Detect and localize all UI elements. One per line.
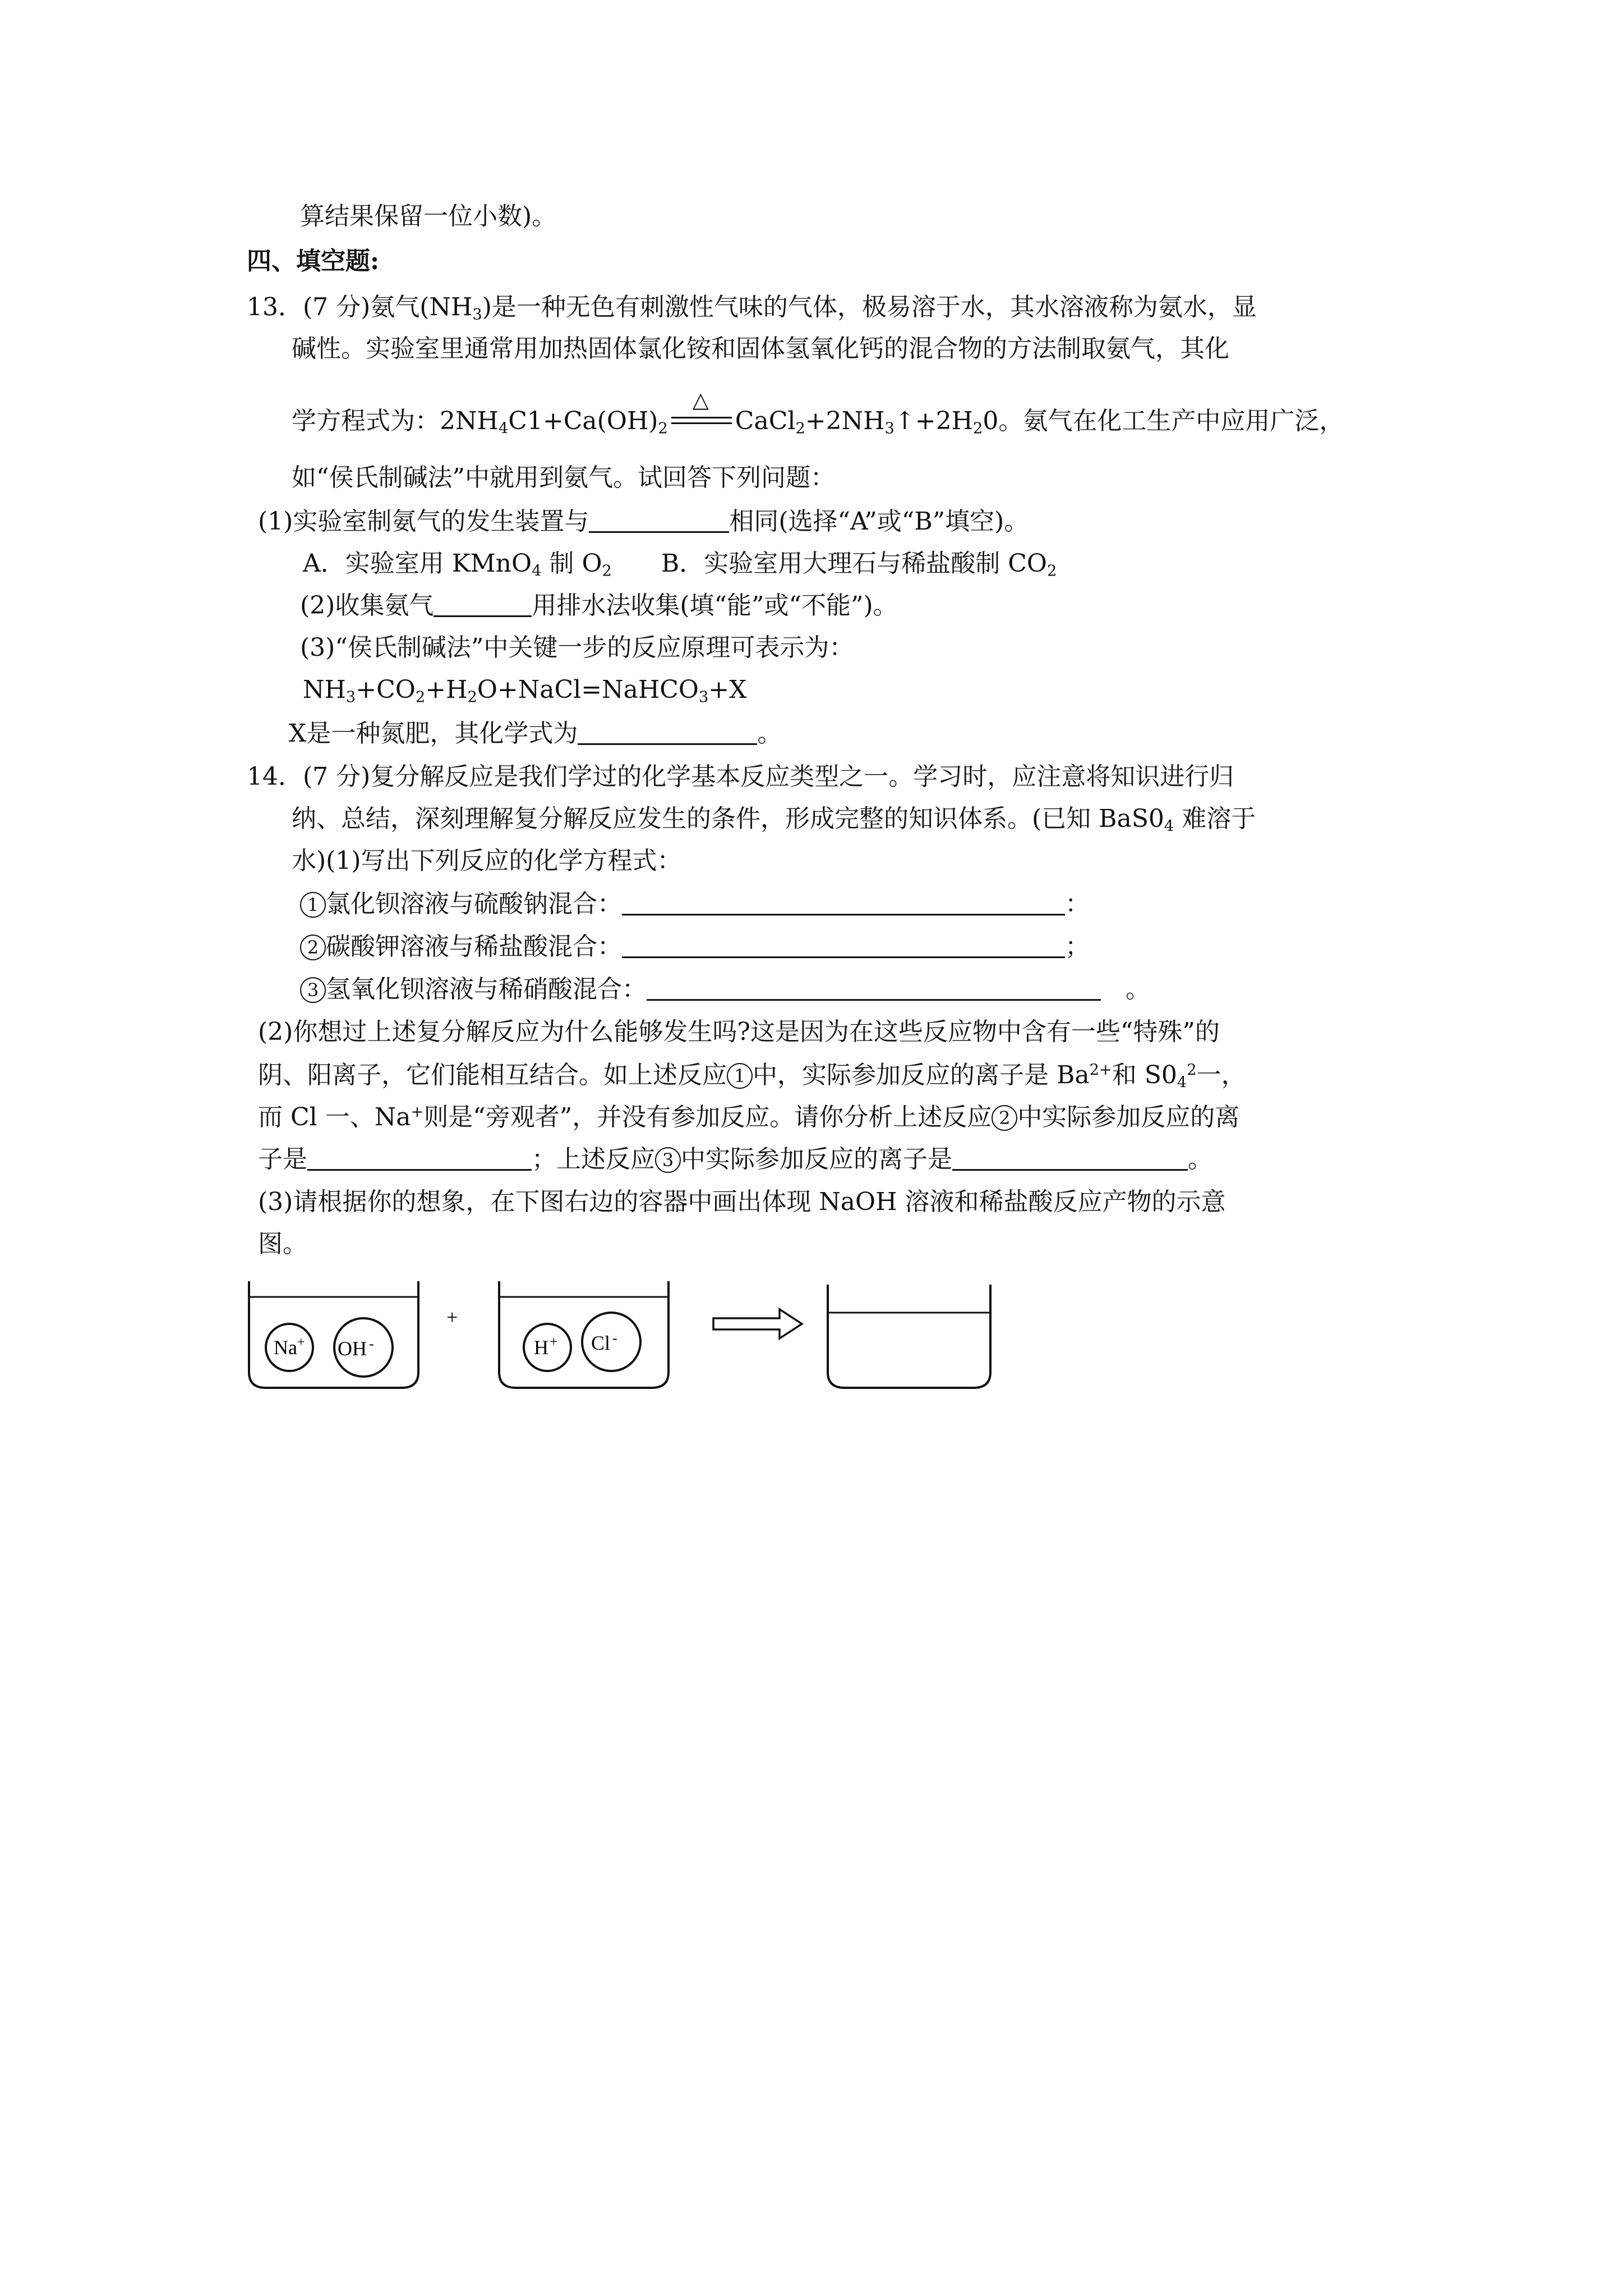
answer-blank[interactable] [434,591,532,617]
text-line [303,547,1057,581]
text-run: 碳酸钾溶液与稀盐酸混合： [326,932,622,961]
text-run: ↑+2H [894,407,973,435]
subscript: 2 [658,420,668,438]
text-run: +2NH [805,407,885,435]
text-run: 算结果保留一位小数)。 [300,202,557,231]
text-run: +H [425,675,468,704]
circled-number: 3 [655,1147,681,1173]
text-run: A．实验室用 KMnO [303,549,532,578]
text-run: 学方程式为：2NH [292,407,499,435]
text-line [292,332,1229,366]
text-run: 。 [1188,1145,1212,1174]
text-run: 碱性。实验室里通常用加热固体氯化铵和固体氢氧化钙的混合物的方法制取氨气，其化 [292,334,1229,363]
text-line [258,1185,1225,1219]
text-line [258,1101,1239,1134]
text-run: 中，实际参加反应的离子是 Ba [753,1061,1090,1089]
text-line [258,1227,307,1261]
text-run: ； [1065,932,1090,961]
text-line [292,844,682,878]
plus-sign: + [446,1306,458,1328]
text-run: 用排水法收集(填“能”或“不能”)。 [532,591,898,620]
text-line [258,1059,1246,1092]
subscript: 2 [1046,562,1057,580]
text-run: ；上述反应 [532,1145,655,1174]
text-line [300,589,898,623]
subscript: 3 [472,306,482,324]
text-line [300,973,1150,1006]
subscript: 2 [973,420,983,438]
circled-number: 1 [300,892,326,918]
subscript: 3 [698,688,709,706]
circled-number: 2 [992,1105,1017,1131]
text-run: 氯化钡溶液与硫酸钠混合： [326,890,622,918]
text-line [300,887,1090,921]
text-run: 一， [1196,1061,1246,1089]
answer-blank[interactable] [622,889,1065,915]
text-run: (1)实验室制氨气的发生装置与 [258,507,589,536]
text-run: 则是“旁观者”，并没有参加反应。请你分析上述反应 [423,1103,992,1131]
subscript: 2 [602,562,612,580]
text-run: 。 [1101,975,1150,1004]
text-line [258,505,1029,539]
subscript: 3 [884,420,895,438]
text-run: B．实验室用大理石与稀盐酸制 CO [611,549,1047,578]
text-run: X是一种氮肥，其化学式为 [289,719,578,748]
text-run: (3)“侯氏制碱法”中关键一步的反应原理可表示为： [300,633,854,662]
text-line [258,1143,1212,1176]
cl-ion-label: Cl - [591,1330,617,1354]
text-run: )是一种无色有刺激性气味的气体，极易溶于水，其水溶液称为氨水，显 [482,293,1257,321]
text-run: 如“侯氏制碱法”中就用到氨气。试回答下列问题： [292,463,835,492]
text-run: 制 O [541,549,602,578]
text-run: 水)(1)写出下列反应的化学方程式： [292,846,682,875]
reaction-arrow [713,1309,802,1338]
beaker-product [828,1285,990,1388]
circled-number: 3 [300,977,326,1003]
text-line [258,1015,1220,1049]
text-run: 而 Cl 一、Na [258,1103,411,1131]
subscript: 2 [467,688,477,706]
answer-blank[interactable] [647,974,1101,1001]
text-run: O+NaCl=NaHCO [477,675,699,704]
text-run: (2)收集氨气 [300,591,434,620]
text-run: +CO [356,675,416,704]
text-line [247,760,1234,794]
subscript: 3 [345,688,356,706]
text-run: CaCl [735,407,796,435]
subscript: 4 [532,562,542,580]
beaker-naoh [249,1281,418,1388]
text-run: NH [303,675,346,704]
text-run: 和 S0 [1112,1061,1177,1089]
text-run: 。 [757,719,782,748]
answer-blank[interactable] [952,1144,1188,1171]
subscript: 4 [1164,817,1174,835]
text-line [292,388,1344,438]
circled-number: 2 [300,935,326,960]
text-line [289,717,782,751]
text-line [303,673,747,707]
na-ion-label: Na+ [274,1335,305,1359]
text-run: 图。 [258,1230,307,1258]
subscript: 4 [1177,1074,1187,1092]
delta-icon: △ [692,388,709,412]
superscript: + [411,1103,424,1121]
beaker-hcl [499,1281,668,1388]
text-line [292,461,835,495]
oh-ion-label: OH - [338,1336,374,1360]
text-run: (3)请根据你的想象，在下图右边的容器中画出体现 NaOH 溶液和稀盐酸反应产物的示意 [258,1188,1226,1216]
text-run: 13．(7 分)氨气(NH [247,293,473,321]
subscript: 2 [415,688,426,706]
answer-blank[interactable] [307,1144,532,1171]
text-run: C1+Ca(OH) [508,407,658,435]
heating-equals-sign [668,388,735,435]
answer-blank[interactable] [578,719,757,745]
text-run: 相同(选择“A”或“B”填空)。 [729,507,1029,536]
text-run: 中实际参加反应的离 [1017,1103,1240,1131]
section-heading [247,245,379,278]
text-run: +X [708,675,747,704]
text-line [300,200,556,233]
h-ion-label: H+ [534,1333,558,1359]
superscript: 2+ [1089,1061,1112,1079]
text-line [247,291,1257,324]
text-run: 中实际参加反应的离子是 [681,1145,952,1174]
answer-blank[interactable] [589,507,729,533]
text-run: 0。氨气在化工生产中应用广泛， [983,407,1344,435]
circled-number: 1 [727,1063,753,1089]
text-run: 子是 [258,1145,307,1174]
text-run: (2)你想过上述复分解反应为什么能够发生吗?这是因为在这些反应物中含有一些“特殊”的 [258,1018,1220,1046]
subscript: 2 [795,420,805,438]
answer-blank[interactable] [622,932,1065,958]
ion-reaction-diagram [241,1273,1038,1397]
text-run: 纳、总结，深刻理解复分解反应发生的条件，形成完整的知识体系。(已知 BaS0 [292,804,1164,833]
text-run: 四、填空题: [247,247,380,275]
text-run: 氢氧化钡溶液与稀硝酸混合： [326,975,647,1004]
text-line [300,631,854,665]
text-run: 阴、阳离子，它们能相互结合。如上述反应 [258,1061,727,1089]
superscript: 2 [1187,1061,1197,1079]
text-run: 14．(7 分)复分解反应是我们学过的化学基本反应类型之一。学习时，应注意将知识进行归 [247,762,1234,791]
text-run: ： [1065,890,1090,918]
text-line [300,930,1090,964]
text-line [292,802,1256,836]
subscript: 4 [498,420,509,438]
text-run: 难溶于 [1174,804,1256,833]
